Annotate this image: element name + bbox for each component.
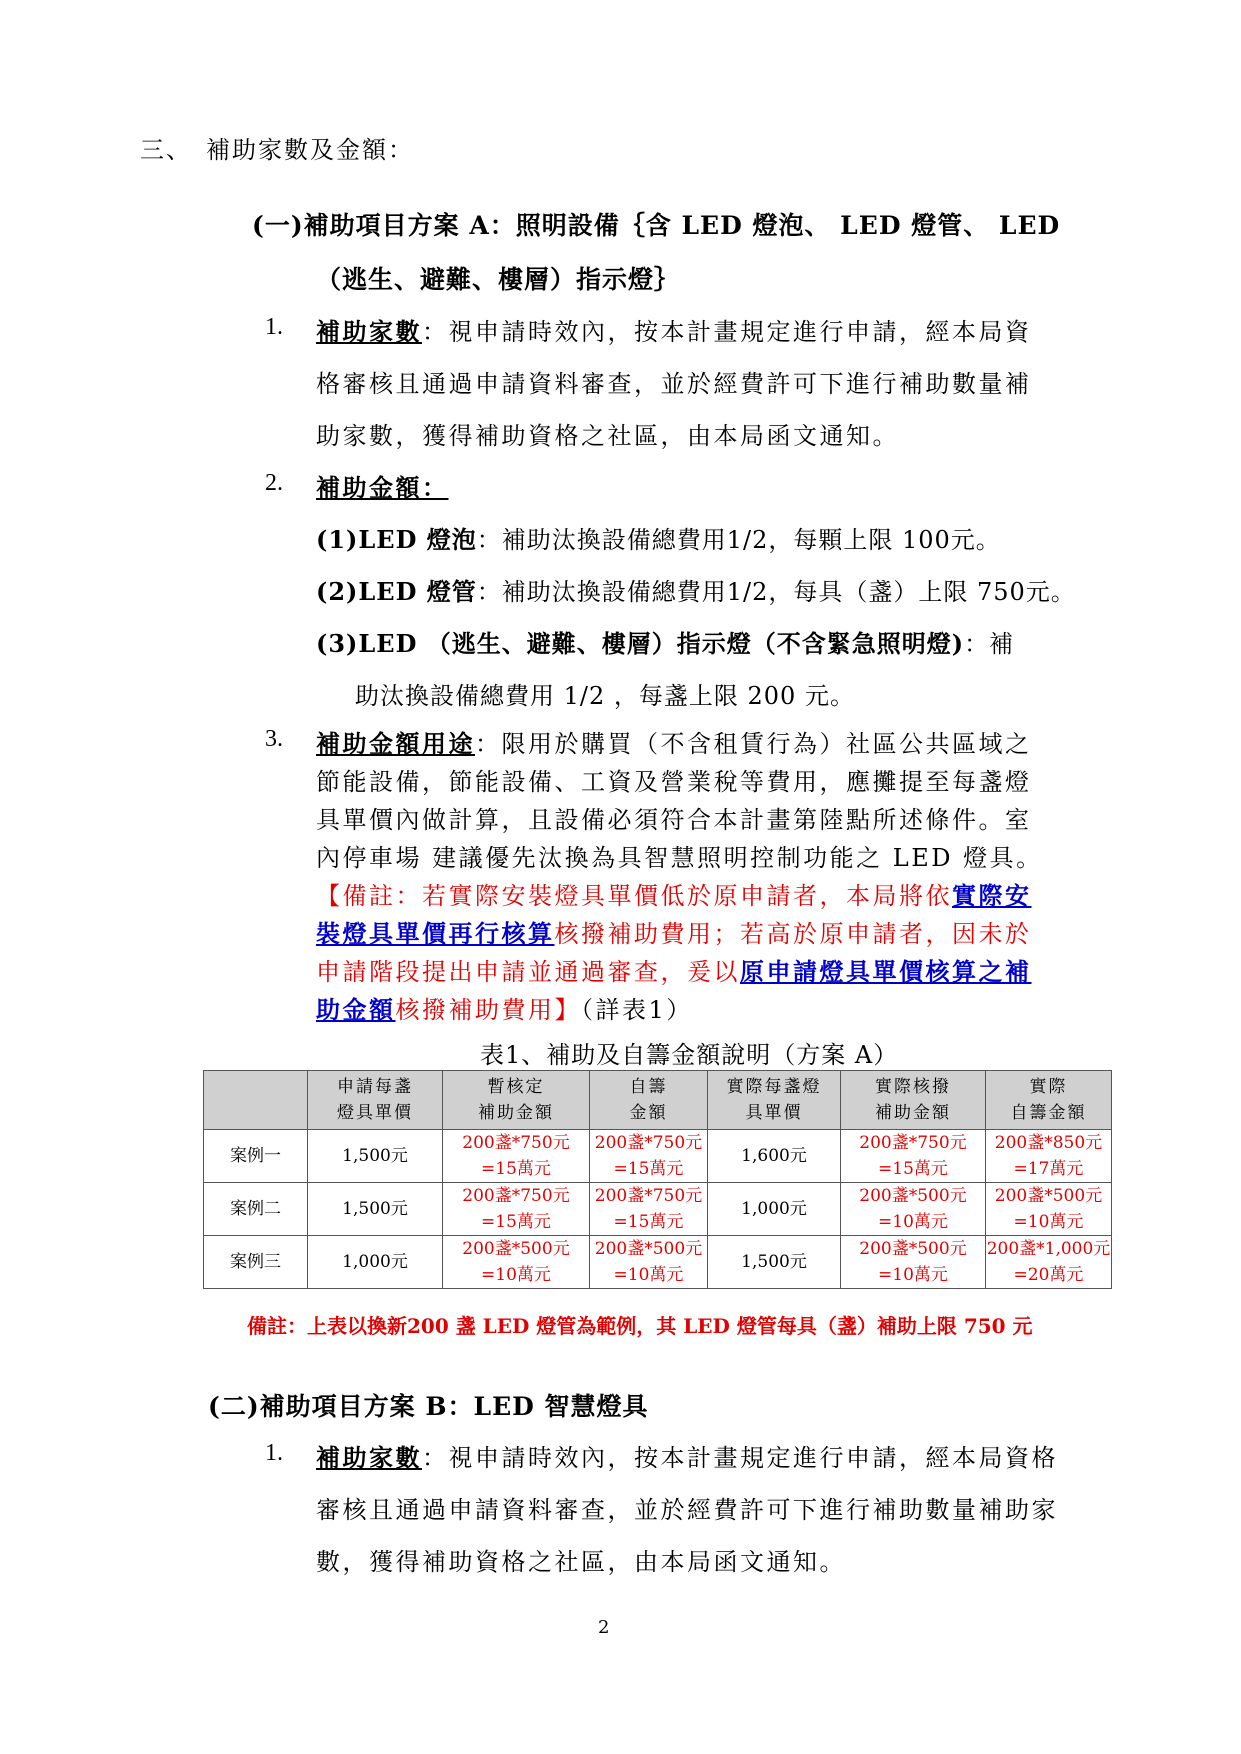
page-number: 2 [598, 1617, 610, 1638]
table-header: 暫核定 補助金額 [443, 1071, 590, 1130]
item2-sub3-label: (3)LED （逃生、避難、樓層）指示燈（不含緊急照明燈) [316, 629, 965, 658]
item3-text1: ：限用於購買（不含租賃行為）社區公共區域之 [475, 730, 1032, 758]
item1-number: 1. [265, 314, 283, 340]
item3-line1 [316, 724, 1032, 759]
table-header: 實際每盞燈 具單價 [708, 1071, 841, 1130]
plan-b-item1-line2: 審核且通過申請資料審查，並於經費許可下進行補助數量補助家 [316, 1496, 1058, 1524]
item3-line3: 具單價內做計算，且設備必須符合本計畫第陸點所述條件。室 [316, 806, 1032, 834]
item1-line3: 助家數，獲得補助資格之社區，由本局函文通知。 [316, 422, 899, 450]
item2-sub2-text: ：補助汰換設備總費用1/2，每具（盞）上限 750元。 [476, 578, 1076, 606]
remark-link-original-1: 原申請燈具單價核算之補 [740, 957, 1032, 986]
table-cell: 200盞*500元 =10萬元 [841, 1183, 986, 1236]
remark-link-actual-1: 實際安 [952, 881, 1032, 910]
table-cell: 1,500元 [708, 1236, 841, 1289]
table-cell: 200盞*750元 =15萬元 [590, 1183, 708, 1236]
table-row [204, 1236, 1112, 1289]
table-cell: 200盞*750元 =15萬元 [590, 1130, 708, 1183]
section-title: 三、 補助家數及金額： [140, 136, 414, 164]
table-header: 實際核撥 補助金額 [841, 1071, 986, 1130]
table-header-row [204, 1071, 1112, 1130]
table-cell: 200盞*500元 =10萬元 [841, 1236, 986, 1289]
item2-sub3-line2: 助汰換設備總費用 1/2 ，每盞上限 200 元。 [355, 682, 855, 710]
table-row [204, 1183, 1112, 1236]
table-cell: 200盞*750元 =15萬元 [841, 1130, 986, 1183]
table-header-empty [204, 1071, 308, 1130]
table-note: 備註：上表以換新200 盞 LED 燈管為範例，其 LED 燈管每具（盞）補助上限 750 元 [247, 1314, 1033, 1338]
table-cell-case: 案例二 [204, 1183, 308, 1236]
table-cell: 200盞*500元 =10萬元 [590, 1236, 708, 1289]
plan-b-item1-line3: 數，獲得補助資格之社區，由本局函文通知。 [316, 1548, 846, 1576]
table-cell: 1,000元 [708, 1183, 841, 1236]
remark-text-a: 【備註：若實際安裝燈具單價低於原申請者，本局將依 [316, 882, 952, 910]
remark-text-b: 核撥補助費用；若高於原申請者，因未於 [554, 920, 1032, 948]
remark-link-original-2: 助金額 [316, 995, 396, 1024]
item2-label-line [316, 468, 449, 503]
table-cell: 200盞*750元 =15萬元 [443, 1130, 590, 1183]
item2-sub3 [316, 624, 1014, 659]
item2-sub1-label: (1)LED 燈泡 [316, 525, 477, 554]
table-cell: 200盞*500元 =10萬元 [443, 1236, 590, 1289]
item2-label: 補助金額： [316, 473, 449, 502]
remark-line3 [316, 952, 1032, 987]
table-cell-case: 案例三 [204, 1236, 308, 1289]
plan-b-item1-line1 [316, 1438, 1058, 1473]
item1-text1: ：視申請時效內，按本計畫規定進行申請，經本局資 [422, 318, 1032, 346]
remark-link-actual-2: 裝燈具單價再行核算 [316, 919, 555, 948]
item2-sub2 [316, 572, 1076, 607]
item1-line1 [316, 312, 1032, 347]
item1-line2: 格審核且通過申請資料審查，並於經費許可下進行補助數量補 [316, 370, 1032, 398]
item3-line2: 節能設備，節能設備、工資及營業稅等費用，應攤提至每盞燈 [316, 768, 1032, 796]
plan-a-heading-line2: （逃生、避難、樓層）指示燈｝ [316, 265, 681, 294]
table-header: 自籌 金額 [590, 1071, 708, 1130]
funding-table [203, 1070, 1112, 1289]
remark-text-e: （詳表1） [581, 996, 693, 1024]
table-cell: 1,000元 [308, 1236, 443, 1289]
table-caption: 表1、補助及自籌金額說明（方案 A） [480, 1041, 899, 1069]
table-cell: 1,500元 [308, 1130, 443, 1183]
item2-sub1-text: ：補助汰換設備總費用1/2，每顆上限 100元。 [476, 526, 1001, 554]
remark-text-c: 申請階段提出申請並通過審查，爰以 [316, 958, 740, 986]
remark-text-d: 核撥補助費用】 [395, 996, 581, 1024]
table-cell-case: 案例一 [204, 1130, 308, 1183]
table-row [204, 1130, 1112, 1183]
plan-a-heading-line1: (一)補助項目方案 A：照明設備｛含 LED 燈泡、 LED 燈管、 LED [252, 211, 1061, 240]
plan-b-item1-number: 1. [265, 1440, 283, 1466]
item1-label: 補助家數 [316, 317, 422, 346]
plan-b-item1-text1: ：視申請時效內，按本計畫規定進行申請，經本局資格 [422, 1444, 1058, 1472]
table-cell: 200盞*850元 =17萬元 [986, 1130, 1112, 1183]
remark-line1 [316, 876, 1032, 911]
remark-line4 [316, 990, 693, 1025]
table-header: 申請每盞 燈具單價 [308, 1071, 443, 1130]
plan-b-heading: (二)補助項目方案 B：LED 智慧燈具 [208, 1392, 649, 1421]
item3-label: 補助金額用途 [316, 729, 475, 758]
remark-line2 [316, 914, 1032, 949]
table-cell: 200盞*1,000元 =20萬元 [986, 1236, 1112, 1289]
table-header: 實際 自籌金額 [986, 1071, 1112, 1130]
table-cell: 200盞*750元 =15萬元 [443, 1183, 590, 1236]
item3-number: 3. [265, 726, 283, 752]
table-cell: 1,500元 [308, 1183, 443, 1236]
plan-b-item1-label: 補助家數 [316, 1443, 422, 1472]
item2-sub1 [316, 520, 1001, 555]
table-cell: 1,600元 [708, 1130, 841, 1183]
item2-number: 2. [265, 470, 283, 496]
table-cell: 200盞*500元 =10萬元 [986, 1183, 1112, 1236]
item3-line4: 內停車場 建議優先汰換為具智慧照明控制功能之 LED 燈具。 [316, 844, 1043, 872]
item2-sub2-label: (2)LED 燈管 [316, 577, 477, 606]
item2-sub3-text: ：補 [964, 630, 1015, 658]
